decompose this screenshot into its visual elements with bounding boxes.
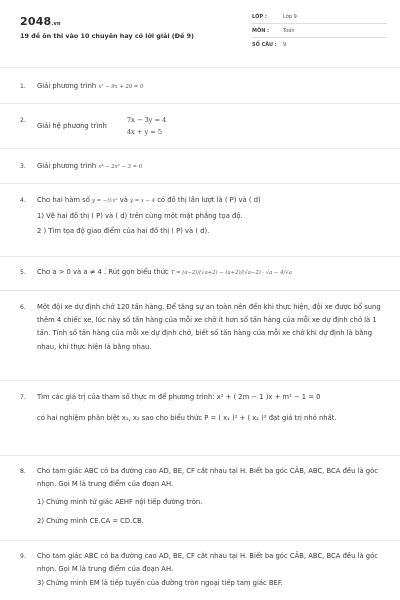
document-header [0, 0, 400, 60]
meta-value: 9 [283, 42, 287, 48]
logo-suffix: .vn [51, 21, 61, 27]
meta-value: Toán [283, 28, 295, 34]
subquestion: 2) Chứng minh CE.CA = CD.CB. [37, 516, 144, 525]
question-7 [20, 391, 382, 425]
question-text: Cho hai hàm số [37, 196, 90, 204]
question-text: Tìm các giá trị của tham số thực m để phương trình: x² + ( 2m − 1 )x + m² − 1 = 0 [37, 393, 321, 401]
question-text: Cho tam giác ABC có ba đường cao AD, BE, CF cắt nhau tại H. Biết ba góc CÂB, ABC, BCA đều là góc nhọn. Gọi M là trung điểm của đoạn AH. [37, 552, 378, 574]
question-3 [20, 160, 382, 174]
subquestion: có hai nghiệm phân biệt x₁, x₂ sao cho biểu thức P = ( x₁ )² + ( x₂ )² đạt giá trị nhỏ nhất. [37, 414, 337, 423]
question-math: T = (a−2)/(√a+2) − (a+2)/(√a−2) · √a − 4/√a [170, 270, 292, 276]
question-number: 3. [20, 163, 26, 170]
question-text: có đồ thị lần lượt là ( P) và ( d) [157, 196, 261, 204]
subquestion: 2 ) Tìm tọa độ giao điểm của hai đồ thị ( P) và ( d). [37, 227, 210, 236]
question-1 [20, 80, 382, 94]
divider [0, 290, 400, 291]
logo-text: 2048 [20, 15, 52, 28]
question-4 [20, 194, 382, 239]
meta-key: MÔN : [252, 28, 270, 34]
question-text: Giải hệ phương trình [37, 121, 107, 130]
question-number: 8. [20, 468, 26, 475]
equation-line-2: 4x + y = 5 [126, 128, 163, 136]
document-title: 19 đề ôn thi vào 10 chuyên hay có lời giải (Đề 9) [20, 32, 194, 40]
meta-row-subject [252, 28, 387, 42]
question-6 [20, 301, 382, 354]
subquestion: 1) Chứng minh tứ giác AEHF nội tiếp đường tròn. [37, 498, 203, 507]
question-math: x² − 9x + 20 = 0 [98, 84, 144, 90]
question-number: 7. [20, 394, 26, 401]
meta-row-count [252, 42, 387, 56]
question-math: x⁴ − 2x² − 3 = 0 [98, 164, 143, 170]
question-text: Một đội xe dự định chở 120 tấn hàng. Để tăng sự an toàn nên đến khi thực hiện, đội xe được bổ sung thêm 4 chiếc xe, lúc này số tấn hàng của mỗi xe chở ít hơn số tấn hàng của mỗi xe dự định chở là 1 tấn. Tính số tấn hàng của mỗi xe dự định chở, biết số tấn hàng của mỗi xe chở khi dự định là bằng nhau, khi thực hiện là bằng nhau. [37, 303, 381, 351]
divider [0, 183, 400, 184]
divider [0, 540, 400, 541]
meta-row-grade [252, 14, 387, 28]
meta-key: LỚP : [252, 14, 267, 20]
question-text: Cho a > 0 và a ≠ 4 . Rút gọn biểu thức [37, 268, 169, 276]
divider [0, 256, 400, 257]
equation-system [127, 114, 166, 138]
divider [0, 103, 400, 104]
question-number: 1. [20, 83, 26, 90]
question-number: 4. [20, 197, 26, 204]
question-8 [20, 465, 382, 528]
question-text: và [119, 196, 128, 204]
meta-key: SỐ CÂU : [252, 42, 277, 48]
equation-line-1: 7x − 3y = 4 [126, 116, 167, 124]
question-9 [20, 550, 382, 591]
question-math: y = x − 4 [130, 198, 156, 204]
question-number: 2. [20, 117, 26, 124]
question-2 [20, 114, 382, 138]
question-number: 6. [20, 304, 26, 311]
subquestion: 1) Vẽ hai đồ thị ( P) và ( d) trên cùng một mặt phẳng tọa độ. [37, 212, 243, 221]
divider [0, 455, 400, 456]
question-text: Giải phương trình [37, 82, 97, 90]
divider [0, 380, 400, 381]
divider [0, 148, 400, 149]
question-math: y = −½x² [92, 198, 118, 204]
meta-value: Lớp 9 [283, 14, 297, 20]
question-number: 5. [20, 269, 26, 276]
question-5 [20, 266, 382, 280]
divider [0, 67, 400, 68]
meta-table [252, 14, 387, 56]
question-text: Cho tam giác ABC có ba đường cao AD, BE, CF cắt nhau tại H. Biết ba góc CÂB, ABC, BCA đều là góc nhọn. Gọi M là trung điểm của đoạn AH. [37, 467, 378, 489]
question-number: 9. [20, 553, 26, 560]
question-text: Giải phương trình [37, 162, 97, 170]
site-logo[interactable] [20, 15, 61, 28]
subquestion: 3) Chứng minh EM là tiếp tuyến của đường tròn ngoại tiếp tam giác BEF. [37, 579, 283, 588]
